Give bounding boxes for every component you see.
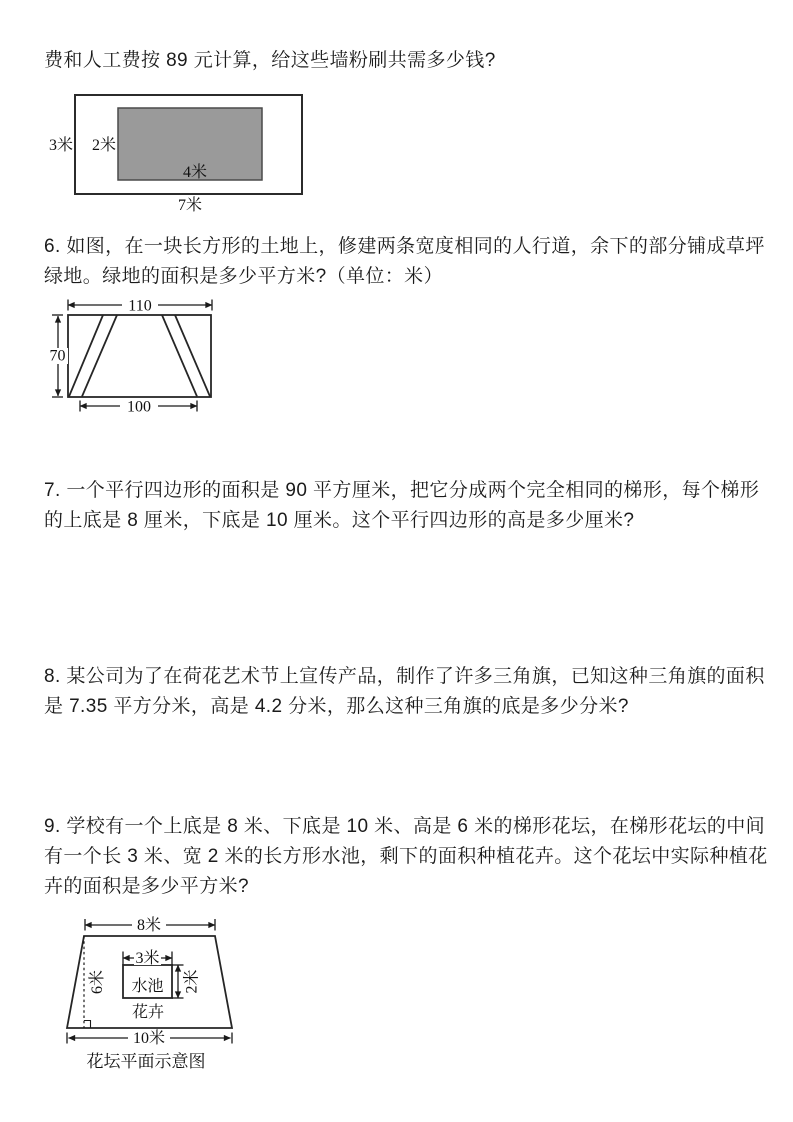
problem-8 <box>44 662 765 722</box>
wall-figure <box>40 90 320 215</box>
pool-width-label: 3米 <box>135 950 160 967</box>
wall-outer-height-label: 3米 <box>48 137 73 154</box>
figure-caption: 花坛平面示意图 <box>86 1052 206 1071</box>
intro-paragraph <box>44 46 496 76</box>
land-rect <box>68 315 211 397</box>
top-dim-label: 110 <box>128 298 152 315</box>
walkway-lines <box>69 315 210 397</box>
top-dimension <box>85 916 215 934</box>
wall-inner-height-label: 2米 <box>91 137 116 154</box>
problem-9-line-1: 9. 学校有一个上底是 8 米、下底是 10 米、高是 6 米的梯形花坛，在梯形花坛的中间 <box>44 816 766 837</box>
walkways-figure <box>45 298 225 420</box>
pool-height-label: 2米 <box>183 969 201 994</box>
height-dim-label: 70 <box>49 347 66 365</box>
problem-9-line-2: 有一个长 3 米、宽 2 米的长方形水池，剩下的面积种植花卉。这个花坛中实际种植花 <box>44 846 768 867</box>
pool-label: 水池 <box>131 978 164 995</box>
top-dim-label: 8米 <box>136 917 162 934</box>
right-angle-mark <box>84 1021 91 1029</box>
flower-area-label: 花卉 <box>131 1004 165 1021</box>
bottom-dim-label: 100 <box>127 398 151 416</box>
bottom-dimension <box>67 1029 232 1047</box>
problem-7 <box>44 476 759 536</box>
flowerbed-figure <box>55 916 247 1074</box>
problem-6-line-2: 绿地。绿地的面积是多少平方米?（单位：米） <box>44 266 443 287</box>
problem-8-line-1: 8. 某公司为了在荷花艺术节上宣传产品，制作了许多三角旗，已知这种三角旗的面积 <box>44 666 765 687</box>
problem-9 <box>44 812 768 902</box>
pool-height-dimension <box>172 965 201 998</box>
wall-inner-width-label: 4米 <box>182 164 208 181</box>
height-dimension <box>47 315 68 397</box>
bottom-dim-label: 10米 <box>132 1030 166 1047</box>
height-dim-label: 6米 <box>89 969 106 995</box>
problem-8-line-2: 是 7.35 平方分米，高是 4.2 分米，那么这种三角旗的底是多少分米? <box>44 696 629 717</box>
wall-outer-width-label: 7米 <box>177 197 203 214</box>
problem-7-line-2: 的上底是 8 厘米，下底是 10 厘米。这个平行四边形的高是多少厘米? <box>44 510 635 531</box>
bottom-dimension <box>80 399 197 416</box>
top-dimension <box>68 298 212 315</box>
problem-6-line-1: 6. 如图，在一块长方形的土地上，修建两条宽度相同的人行道，余下的部分铺成草坪 <box>44 236 765 257</box>
problem-6 <box>44 232 765 292</box>
problem-9-line-3: 卉的面积是多少平方米? <box>44 876 249 897</box>
problem-7-line-1: 7. 一个平行四边形的面积是 90 平方厘米，把它分成两个完全相同的梯形，每个梯形 <box>44 480 760 501</box>
intro-line: 费和人工费按 89 元计算，给这些墙粉刷共需多少钱? <box>44 50 496 71</box>
